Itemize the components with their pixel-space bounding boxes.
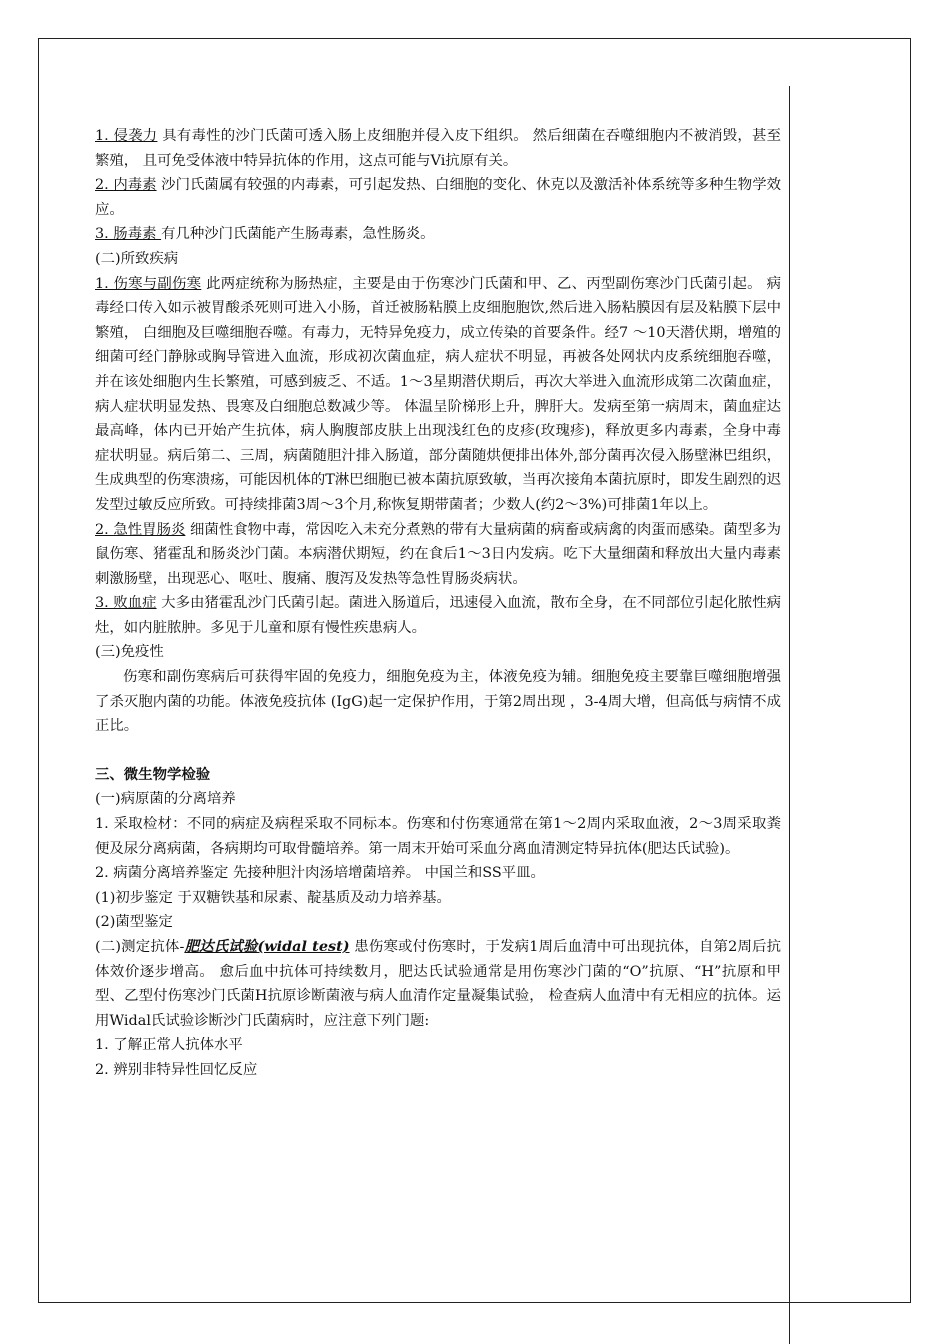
term-septicemia: 3. 败血症 [95, 595, 157, 612]
paragraph-immunity: 伤寒和副伤寒病后可获得牢固的免疫力，细胞免疫为主，体液免疫为辅。细胞免疫主要靠巨噬细胞增强了杀灭胞内菌的功能。体液免疫抗体 (IgG)起一定保护作用，于第2周出现 ，3-4周大增，但高低与病情不成正比。 [95, 669, 781, 735]
term-endotoxin: 2. 内毒素 [95, 177, 157, 194]
term-enterotoxin: 3. 肠毒素 [95, 226, 162, 243]
paragraph-endotoxin [95, 173, 781, 222]
term-typhoid: 1. 伤寒与副伤寒 [95, 275, 202, 292]
paragraph-text: 有几种沙门氏菌能产生肠毒素，急性肠炎。 [161, 226, 435, 243]
paragraph-text: 此两症统称为肠热症，主要是由于伤寒沙门氏菌和甲、乙、丙型副伤寒沙门氏菌引起。 病毒经口传入如示被胃酸杀死则可进入小肠，首迁被肠粘膜上皮细胞胞饮,然后进入肠粘膜因有层及粘膜下层中繁殖， 白细胞及巨噬细胞吞噬。有毒力，无特异免疫力，成立传染的首要条件。经7 ～10天潜伏期，增殖的细菌可经门静脉或胸导管进入血流，形成初次菌血症，病人症状不明显，再被各处网状内皮系统细胞吞噬，并在该处细胞内生长繁殖，可感到疲乏、不适。1～3星期潜伏期后，再次大举进入血流形成第二次菌血症，病人症状明显发热、畏寒及白细胞总数减少等。 体温呈阶梯形上升，脾肝大。发病至第一病周末，菌血症达最高峰，体内已开始产生抗体，病人胸腹部皮肤上出现浅红色的皮疹(玫瑰疹)，释放更多内毒素，全身中毒症状明显。病后第二、三周，病菌随胆汁排入肠道，部分菌随烘便排出体外,部分菌再次侵入肠壁淋巴组织，生成典型的伤寒溃疡，可能因机体的T淋巴细胞已被本菌抗原致敏，当再次接角本菌抗原时，即发生剧烈的迟发型过敏反应所致。可持续排菌3周～3个月,称恢复期带菌者；少数人(约2～3%)可排菌1年以上。 [95, 275, 781, 513]
margin-rule [789, 86, 790, 1344]
widal-prefix: (二)测定抗体- [95, 939, 185, 955]
document-body [95, 124, 781, 1083]
paragraph-text: 细菌性食物中毒，常因吃入未充分煮熟的带有大量病菌的病畜或病禽的肉蛋而感染。菌型多为鼠伤寒、猪霍乱和肠炎沙门菌。本病潜伏期短，约在食后1～3日内发病。吃下大量细菌和释放出大量内毒素刺激肠壁，出现恶心、呕吐、腹痛、腹泻及发热等急性胃肠炎病状。 [95, 521, 781, 587]
section-heading-microbiology: 三、微生物学检验 [95, 765, 211, 783]
paragraph-preliminary-id: (1)初步鉴定 于双糖铁基和尿素、靛基质及动力培养基。 [95, 889, 451, 906]
term-invasiveness: 1. 侵袭力 [95, 128, 158, 144]
paragraph-text: 患伤寒或付伤寒时，于发病1周后血清中可出现抗体，自第2周后抗体效价逐步增高。 愈后血中抗体可持续数月，肥达氏试验通常是用伤寒沙门菌的“O”抗原、“H”抗原和甲型、乙型付伤寒沙门氏菌H抗原诊断菌液与病人血清作定量凝集试验， 检查病人血清中有无相应的抗体。运用Widal氏试验诊断沙门氏菌病时，应注意下列门题: [95, 939, 782, 1029]
paragraph-text: 沙门氏菌属有较强的内毒素，可引起发热、白细胞的变化、休克以及激活补体系统等多种生物学效应。 [95, 177, 781, 218]
term-widal-test: 肥达氏试验(widal test) [184, 938, 350, 955]
subheading-isolation: (一)病原菌的分离培养 [95, 791, 236, 808]
paragraph-enterotoxin [95, 222, 781, 247]
paragraph-widal [95, 935, 781, 1033]
subheading-immunity: (三)免疫性 [95, 644, 164, 661]
list-item: 1. 了解正常人抗体水平 [95, 1037, 243, 1054]
paragraph-specimen: 1. 采取检材：不同的病症及病程采取不同标本。伤寒和付伤寒通常在第1～2周内采取血液，2～3周采取粪便及尿分离病菌，各病期均可取骨髓培养。第一周末开始可采血分离血清测定特异抗体(肥达氏试验)。 [95, 816, 781, 857]
paragraph-invasiveness [95, 124, 781, 173]
paragraph-serotype: (2)菌型鉴定 [95, 914, 173, 931]
list-item: 2. 辨别非特异性回忆反应 [95, 1061, 258, 1078]
paragraph-typhoid [95, 272, 781, 518]
paragraph-text: 大多由猪霍乱沙门氏菌引起。菌进入肠道后，迅速侵入血流，散布全身，在不同部位引起化脓性病灶，如内脏脓肿。多见于儿童和原有慢性疾患病人。 [95, 595, 781, 636]
paragraph-text: 具有毒性的沙门氏菌可透入肠上皮细胞并侵入皮下组织。 然后细菌在吞噬细胞内不被消毁，甚至繁殖， 且可免受体液中特异抗体的作用，这点可能与Vi抗原有关。 [95, 128, 782, 169]
paragraph-culture: 2. 病菌分离培养鉴定 先接种胆汁肉汤培增菌培养。 中国兰和SS平皿。 [95, 865, 545, 882]
paragraph-septicemia [95, 591, 781, 640]
paragraph-gastroenteritis [95, 518, 781, 592]
subheading-diseases: (二)所致疾病 [95, 250, 179, 267]
term-gastroenteritis: 2. 急性胃肠炎 [95, 521, 186, 538]
